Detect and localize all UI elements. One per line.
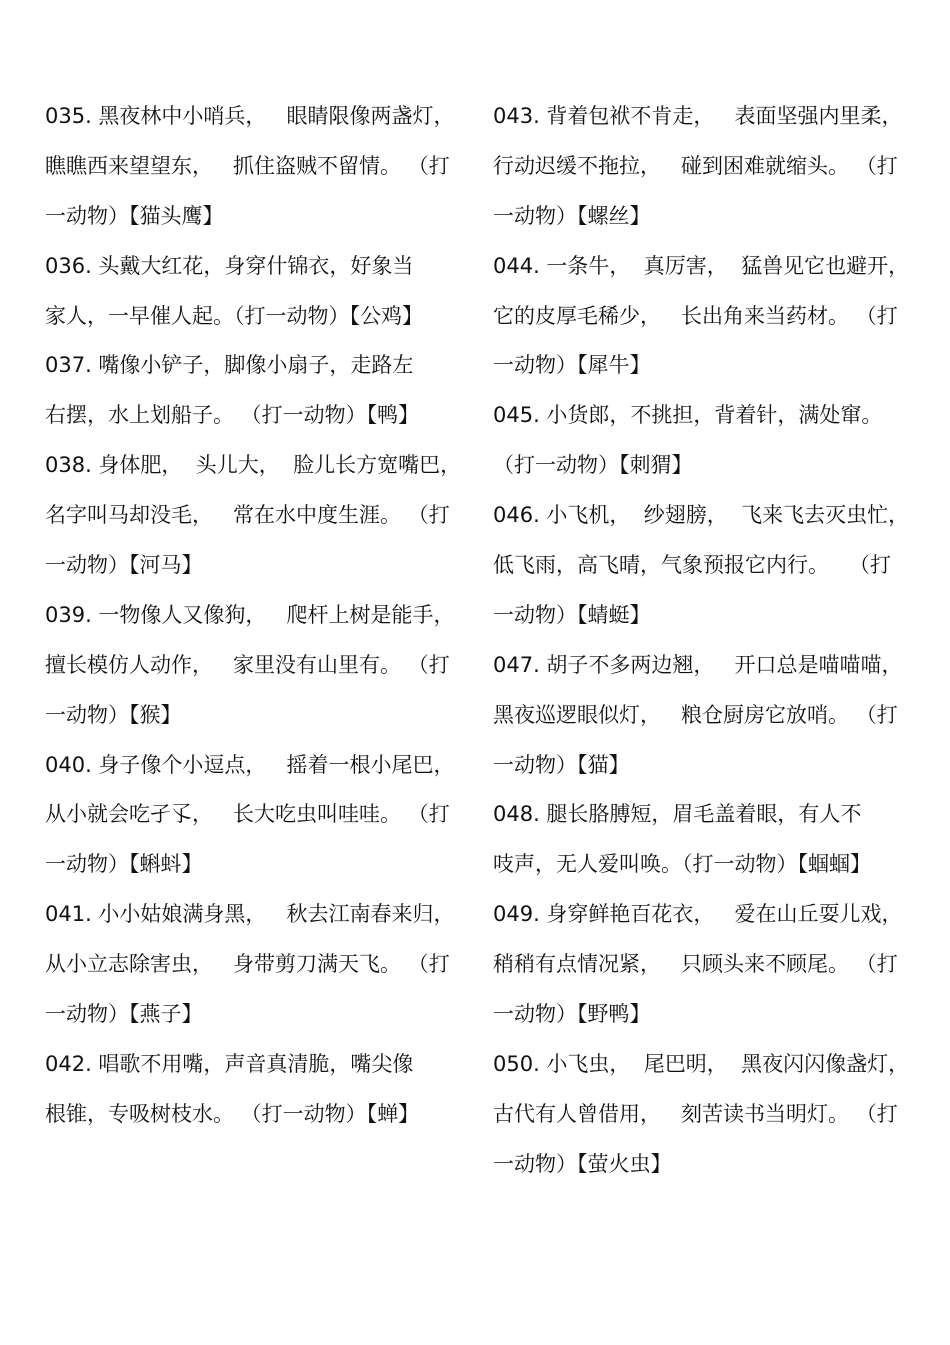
riddle-line: 一动物）【猴】 bbox=[45, 702, 182, 727]
riddle-line: 一动物）【猫】 bbox=[493, 752, 630, 777]
riddle-line: 一动物）【燕子】 bbox=[45, 1002, 203, 1027]
riddle-line: 从小就会吃孑孓， 长大吃虫叫哇哇。 （打 bbox=[45, 802, 450, 827]
riddle-line: 一动物）【野鸭】 bbox=[493, 1002, 651, 1027]
riddle-line: 一动物）【猫头鹰】 bbox=[45, 203, 224, 228]
riddle-line: 047. 胡子不多两边翘， 开口总是喵喵喵， bbox=[493, 652, 903, 677]
riddle-line: 它的皮厚毛稀少， 长出角来当药材。 （打 bbox=[493, 303, 898, 328]
riddle-line: （打一动物）【刺猬】 bbox=[493, 453, 693, 478]
riddle-line: 一动物）【蝌蚪】 bbox=[45, 852, 203, 877]
riddle-line: 稍稍有点情况紧， 只顾头来不顾尾。 （打 bbox=[493, 952, 898, 977]
riddle-line: 039. 一物像人又像狗， 爬杆上树是能手， bbox=[45, 602, 455, 627]
riddle-line: 050. 小飞虫， 尾巴明， 黑夜闪闪像盏灯， bbox=[493, 1051, 910, 1076]
riddle-line: 黑夜巡逻眼似灯， 粮仓厨房它放哨。 （打 bbox=[493, 702, 898, 727]
riddle-line: 049. 身穿鲜艳百花衣， 爱在山丘耍儿戏， bbox=[493, 902, 903, 927]
riddle-line: 040. 身子像个小逗点， 摇着一根小尾巴， bbox=[45, 752, 455, 777]
riddle-line: 行动迟缓不拖拉， 碰到困难就缩头。 （打 bbox=[493, 153, 898, 178]
riddle-line: 擅长模仿人动作， 家里没有山里有。 （打 bbox=[45, 652, 450, 677]
riddle-line: 古代有人曾借用， 刻苦读书当明灯。 （打 bbox=[493, 1101, 898, 1126]
riddle-line: 046. 小飞机， 纱翅膀， 飞来飞去灭虫忙， bbox=[493, 503, 910, 528]
riddle-line: 一动物）【萤火虫】 bbox=[493, 1151, 672, 1176]
riddle-line: 048. 腿长胳膊短，眉毛盖着眼，有人不 bbox=[493, 802, 862, 827]
riddle-line: 043. 背着包袱不肯走， 表面坚强内里柔， bbox=[493, 104, 903, 128]
riddle-line: 045. 小货郎，不挑担，背着针，满处窜。 bbox=[493, 403, 883, 428]
riddle-line: 一动物）【蜻蜓】 bbox=[493, 602, 651, 627]
riddle-line: 右摆，水上划船子。 （打一动物）【鸭】 bbox=[45, 403, 420, 428]
riddle-line: 038. 身体肥， 头儿大， 脸儿长方宽嘴巴， bbox=[45, 453, 462, 478]
riddle-line: 044. 一条牛， 真厉害， 猛兽见它也避开， bbox=[493, 253, 910, 278]
riddle-line: 036. 头戴大红花，身穿什锦衣，好象当 bbox=[45, 253, 414, 278]
riddle-line: 名字叫马却没毛， 常在水中度生涯。 （打 bbox=[45, 503, 450, 528]
left-column bbox=[45, 92, 465, 1140]
riddle-line: 从小立志除害虫， 身带剪刀满天飞。 （打 bbox=[45, 952, 450, 977]
riddle-line: 041. 小小姑娘满身黑， 秋去江南春来归， bbox=[45, 902, 455, 927]
riddle-line: 低飞雨，高飞晴，气象预报它内行。 （打 bbox=[493, 553, 892, 578]
riddle-line: 一动物）【河马】 bbox=[45, 553, 203, 578]
riddle-line: 家人，一早催人起。（打一动物）【公鸡】 bbox=[45, 303, 423, 328]
riddle-line: 一动物）【螺丝】 bbox=[493, 203, 651, 228]
riddle-line: 瞧瞧西来望望东， 抓住盗贼不留情。 （打 bbox=[45, 153, 450, 178]
riddle-line: 根锥，专吸树枝水。 （打一动物）【蝉】 bbox=[45, 1101, 420, 1126]
riddle-line: 042. 唱歌不用嘴，声音真清脆，嘴尖像 bbox=[45, 1051, 414, 1076]
right-column bbox=[493, 92, 913, 1190]
riddle-line: 吱声，无人爱叫唤。（打一动物）【蝈蝈】 bbox=[493, 852, 871, 877]
riddle-line: 035. 黑夜林中小哨兵， 眼睛限像两盏灯， bbox=[45, 104, 455, 128]
riddle-line: 一动物）【犀牛】 bbox=[493, 353, 651, 378]
riddle-line: 037. 嘴像小铲子，脚像小扇子，走路左 bbox=[45, 353, 414, 378]
